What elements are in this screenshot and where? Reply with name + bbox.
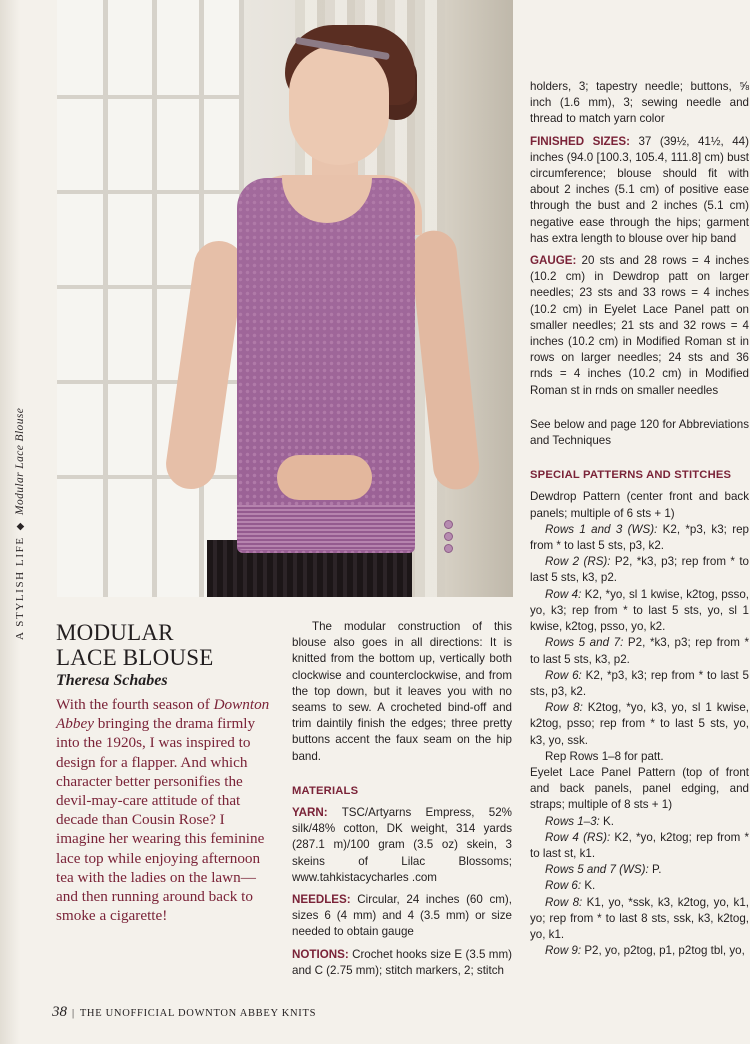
book-title: THE UNOFFICIAL DOWNTON ABBEY KNITS [79, 1008, 317, 1019]
title-line-1: MODULAR [56, 620, 174, 645]
notions-continued: holders, 3; tapestry needle; buttons, ⅝ inch (1.6 mm), 3; sewing needle and thread to match yarn color [530, 80, 749, 126]
diamond-icon: ◆ [15, 521, 26, 531]
special-patterns-heading: SPECIAL PATTERNS AND STITCHES [530, 469, 732, 482]
pattern-row: Rows 1–3: K. [545, 814, 614, 828]
needles-entry: NEEDLES: Circular, 24 inches (60 cm), sizes 6 (4 mm) and 4 (3.5 mm) or size needed to obtain gauge [292, 893, 512, 939]
pattern-row: Row 9: P2, yo, p2tog, p1, p2tog tbl, yo, [545, 944, 745, 958]
pattern-row: Row 4: K2, *yo, sl 1 kwise, k2tog, psso, yo, k3; rep from * to last 5 sts, yo, sl 1 kwise, k2tog, psso, yo, k2. [530, 587, 749, 634]
notions-entry: NOTIONS: Crochet hooks size E (3.5 mm) and C (2.75 mm); stitch markers, 2; stitch [292, 947, 512, 977]
model-photo [57, 0, 513, 597]
pattern-title [56, 620, 276, 670]
pattern-row: Rep Rows 1–8 for patt. [545, 749, 664, 763]
column-right [530, 79, 749, 959]
intro-paragraph: With the fourth season of Downton Abbey bringing the drama firmly into the 1920s, I was inspired to design for a flapper. And which character better personifies the devil-may-care attitude of that decade than Cousin Rose? I imagine her wearing this feminine lace top while enjoying afternoon tea with the ladies on the lawn—and then running around back to smoke a cigarette! [56, 696, 270, 925]
pattern-row: Row 4 (RS): K2, *yo, k2tog; rep from * to last st, k1. [530, 830, 749, 860]
finished-sizes-entry: FINISHED SIZES: 37 (39½, 41½, 44) inches (94.0 [100.3, 105.4, 111.8] cm) bust circumference; blouse should fit with about 2 inches (5.1 cm) of positive ease through the bust and 2 inches (5.1 cm) negative ease through the hips; garment has extra length to blouse over hip band [530, 134, 749, 245]
column-middle [292, 619, 512, 979]
side-subtitle: Modular Lace Blouse [14, 407, 26, 516]
eyelet-rows [530, 814, 749, 960]
dewdrop-intro: Dewdrop Pattern (center front and back panels; multiple of 6 sts + 1) [530, 490, 749, 520]
pattern-row: Row 2 (RS): P2, *k3, p3; rep from * to last 5 sts, k3, p2. [530, 555, 749, 585]
materials-heading: MATERIALS [292, 784, 359, 797]
section-name: A STYLISH LIFE [14, 536, 26, 640]
pattern-row: Row 6: K. [545, 879, 596, 893]
page-footer: 38 | THE UNOFFICIAL DOWNTON ABBEY KNITS [52, 1004, 317, 1020]
model-face [289, 45, 389, 165]
pattern-row: Rows 5 and 7: P2, *k3, p3; rep from * to last 5 sts, k3, p2. [530, 636, 749, 666]
side-running-head [14, 408, 26, 640]
dewdrop-rows [530, 522, 749, 765]
eyelet-intro: Eyelet Lace Panel Pattern (top of front and back panels, panel edging, and straps; multiple of 8 sts + 1) [530, 765, 749, 812]
page-number: 38 [52, 1004, 67, 1020]
construction-paragraph: The modular construction of this blouse also goes in all directions: It is knitted from the bottom up, vertically both clockwise and counterclockwise, and from the top down, but it leaves you with no seams to sew. A crocheted bind-off and trim daintily finish the edges; three pretty buttons accent the faux seam on the hip band. [292, 620, 512, 763]
blouse-buttons [444, 520, 453, 556]
pattern-row: Row 8: K1, yo, *ssk, k3, k2tog, yo, k1, yo; rep from * to last 8 sts, ssk, k3, k2tog, yo, k1. [530, 895, 749, 941]
author-name: Theresa Schabes [56, 672, 168, 689]
pattern-row: Row 8: K2tog, *yo, k3, yo, sl 1 kwise, k2tog, psso; rep from * to last 5 sts, yo, k3, yo, ssk. [530, 701, 749, 747]
see-below-note: See below and page 120 for Abbreviations and Techniques [530, 417, 749, 448]
hands [277, 455, 372, 500]
yarn-entry: YARN: TSC/Artyarns Empress, 52% silk/48% cotton, DK weight, 314 yards (287.1 m)/100 gram (3.5 oz) skein, 3 skeins of Lilac Blossoms; www.tahkistacycharles .com [292, 806, 512, 884]
pattern-row: Rows 5 and 7 (WS): P. [545, 863, 662, 877]
pattern-row: Row 6: K2, *p3, k3; rep from * to last 5 sts, p3, k2. [530, 668, 749, 698]
gauge-entry: GAUGE: 20 sts and 28 rows = 4 inches (10.2 cm) in Dewdrop patt on larger needles; 23 sts and 33 rows = 4 inches (10.2 cm) in Eyelet Lace Panel patt on smaller needles; 21 sts and 32 rows = 4 inches (10.2 cm) in Modified Roman st in rows on larger needles; 24 sts and 36 rnds = 4 inches (10.2 cm) in Modified Roman st in rnds on smaller needles [530, 254, 749, 397]
title-line-2: LACE BLOUSE [56, 645, 214, 670]
hip-band [237, 505, 415, 550]
show-title: Downton Abbey [56, 696, 270, 733]
pattern-row: Rows 1 and 3 (WS): K2, *p3, k3; rep from * to last 5 sts, p3, k2. [530, 522, 749, 553]
